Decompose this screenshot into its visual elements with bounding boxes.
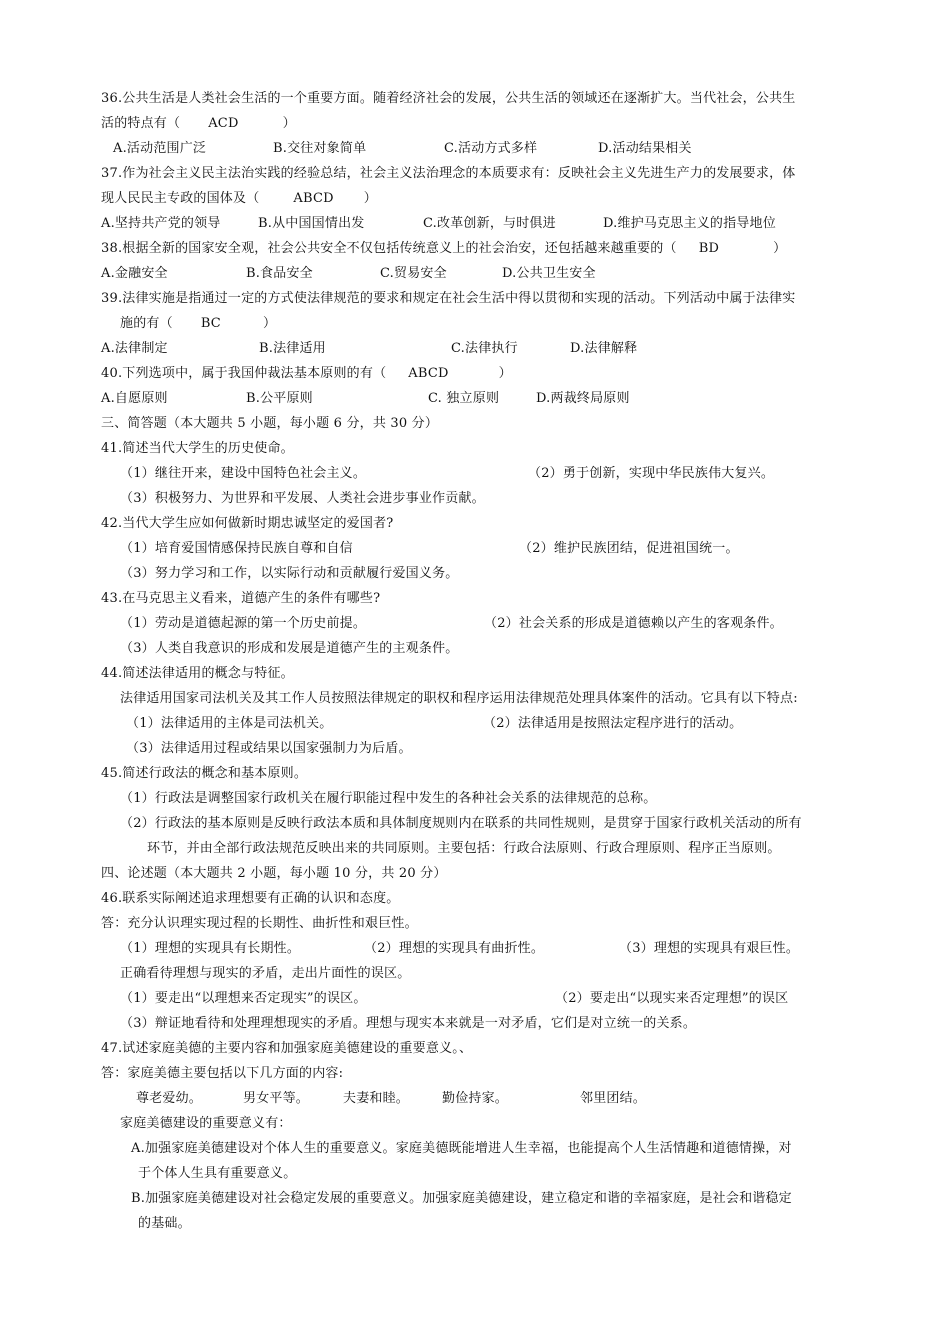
q41-point-2: （2）勇于创新，实现中华民族伟大复兴。 [528, 466, 775, 481]
q39-stem-cont: 施的有（ BC ） [120, 316, 277, 331]
q45-point-2-cont: 环节，并由全部行政法规范反映出来的共同原则。主要包括：行政合法原则、行政合理原则、程序正当原则。 [147, 841, 781, 856]
q43-point-3: （3）人类自我意识的形成和发展是道德产生的主观条件。 [120, 641, 459, 656]
q47-reason-b-cont: 的基础。 [138, 1216, 191, 1231]
q38-stem: 38.根据全新的国家安全观，社会公共安全不仅包括传统意义上的社会治安，还包括越来越重要的（ BD ） [101, 241, 787, 256]
q45-point-2: （2）行政法的基本原则是反映行政法本质和具体制度规则内在联系的共同性规则，是贯穿于国家行政机关活动的所有 [120, 816, 802, 831]
q39-option-b: B.法律适用 [259, 341, 326, 356]
q36-option-d: D.活动结果相关 [598, 141, 692, 156]
q36-option-b: B.交往对象简单 [273, 141, 367, 156]
q44-point-3: （3）法律适用过程或结果以国家强制力为后盾。 [126, 741, 412, 756]
q46-point-6: （3）辩证地看待和处理理想现实的矛盾。理想与现实本来就是一对矛盾，它们是对立统一的关系。 [120, 1016, 697, 1031]
q46-point-5: （2）要走出“以现实来否定理想”的误区 [555, 991, 789, 1006]
q41-title: 41.简述当代大学生的历史使命。 [101, 441, 294, 456]
q39-option-c: C.法律执行 [451, 341, 518, 356]
q47-title: 47.试述家庭美德的主要内容和加强家庭美德建设的重要意义。、 [101, 1041, 473, 1056]
q47-item: 男女平等。 [243, 1091, 310, 1106]
section-heading-short-answer: 三、简答题（本大题共 5 小题，每小题 6 分，共 30 分） [101, 416, 439, 431]
q40-stem: 40.下列选项中，属于我国仲裁法基本原则的有（ ABCD ） [101, 366, 512, 381]
q37-option-d: D.维护马克思主义的指导地位 [603, 216, 776, 231]
q44-intro: 法律适用国家司法机关及其工作人员按照法律规定的职权和程序运用法律规范处理具体案件的活动。它具有以下特点: [120, 691, 798, 706]
q46-answer-intro: 答：充分认识理实现过程的长期性、曲折性和艰巨性。 [101, 916, 418, 931]
q40-option-b: B.公平原则 [246, 391, 313, 406]
q38-option-a: A.金融安全 [101, 266, 168, 281]
q45-title: 45.简述行政法的概念和基本原则。 [101, 766, 308, 781]
q41-point-3: （3）积极努力、为世界和平发展、人类社会进步事业作贡献。 [120, 491, 485, 506]
q46-point-4: （1）要走出“以理想来否定现实”的误区。 [120, 991, 367, 1006]
q40-answer: ABCD [408, 366, 449, 381]
q37-answer: ABCD [293, 191, 334, 206]
q46-point-3: （3）理想的实现具有艰巨性。 [619, 941, 800, 956]
q37-option-a: A.坚持共产党的领导 [101, 216, 221, 231]
q47-answer-second: 家庭美德建设的重要意义有： [120, 1116, 292, 1131]
q38-answer: BD [698, 241, 720, 256]
q47-item: 邻里团结。 [580, 1091, 647, 1106]
q47-item: 夫妻和睦。 [343, 1091, 410, 1106]
q47-item: 尊老爱幼。 [136, 1091, 203, 1106]
q36-stem-cont: 活的特点有（ ACD ） [101, 116, 296, 131]
q46-point-1: （1）理想的实现具有长期性。 [120, 941, 301, 956]
q38-option-b: B.食品安全 [246, 266, 313, 281]
q46-point-2: （2）理想的实现具有曲折性。 [364, 941, 545, 956]
q40-option-c: C. 独立原则 [428, 391, 500, 406]
q44-title: 44.简述法律适用的概念与特征。 [101, 666, 294, 681]
q46-title: 46.联系实际阐述追求理想要有正确的认识和态度。 [101, 891, 400, 906]
q40-option-a: A.自愿原则 [101, 391, 168, 406]
q46-answer-second: 正确看待理想与现实的矛盾，走出片面性的误区。 [120, 966, 411, 981]
q42-title: 42.当代大学生应如何做新时期忠诚坚定的爱国者? [101, 516, 394, 531]
q39-option-a: A.法律制定 [101, 341, 168, 356]
q38-option-c: C.贸易安全 [380, 266, 447, 281]
q44-point-2: （2）法律适用是按照法定程序进行的活动。 [483, 716, 743, 731]
q37-stem: 37.作为社会主义民主法治实践的经验总结，社会主义法治理念的本质要求有：反映社会主义先进生产力的发展要求，体 [101, 166, 796, 181]
q37-stem-cont: 现人民民主专政的国体及（ ABCD ） [101, 191, 377, 206]
q45-point-1: （1）行政法是调整国家行政机关在履行职能过程中发生的各种社会关系的法律规范的总称。 [120, 791, 657, 806]
q42-point-1: （1）培育爱国情感保持民族自尊和自信 [120, 541, 353, 556]
q39-option-d: D.法律解释 [570, 341, 638, 356]
section-heading-essay: 四、论述题（本大题共 2 小题，每小题 10 分，共 20 分） [101, 866, 447, 881]
q40-option-d: D.两裁终局原则 [536, 391, 630, 406]
q47-item: 勤俭持家。 [442, 1091, 509, 1106]
q37-option-c: C.改革创新，与时俱进 [423, 216, 556, 231]
q43-point-2: （2）社会关系的形成是道德赖以产生的客观条件。 [484, 616, 783, 631]
q38-option-d: D.公共卫生安全 [502, 266, 596, 281]
q47-answer-intro: 答：家庭美德主要包括以下几方面的内容: [101, 1066, 344, 1081]
q44-point-1: （1）法律适用的主体是司法机关。 [126, 716, 333, 731]
q36-option-a: A.活动范围广泛 [113, 141, 207, 156]
q41-point-1: （1）继往开来，建设中国特色社会主义。 [120, 466, 367, 481]
q36-answer: ACD [208, 116, 239, 131]
q42-point-2: （2）维护民族团结，促进祖国统一。 [519, 541, 739, 556]
q37-option-b: B.从中国国情出发 [258, 216, 365, 231]
q42-point-3: （3）努力学习和工作，以实际行动和贡献履行爱国义务。 [120, 566, 459, 581]
q47-reason-b: B.加强家庭美德建设对社会稳定发展的重要意义。加强家庭美德建设，建立稳定和谐的幸福家庭，是社会和谐稳定 [131, 1191, 792, 1206]
q36-stem: 36.公共生活是人类社会生活的一个重要方面。随着经济社会的发展，公共生活的领域还在逐渐扩大。当代社会，公共生 [101, 91, 796, 106]
q39-stem: 39.法律实施是指通过一定的方式使法律规范的要求和规定在社会生活中得以贯彻和实现的活动。下列活动中属于法律实 [101, 291, 796, 306]
q47-reason-a: A.加强家庭美德建设对个体人生的重要意义。家庭美德既能增进人生幸福，也能提高个人生活情趣和道德情操，对 [131, 1141, 792, 1156]
q43-title: 43.在马克思主义看来，道德产生的条件有哪些? [101, 591, 381, 606]
q47-reason-a-cont: 于个体人生具有重要意义。 [138, 1166, 297, 1181]
q36-option-c: C.活动方式多样 [444, 141, 538, 156]
q43-point-1: （1）劳动是道德起源的第一个历史前提。 [120, 616, 367, 631]
q39-answer: BC [200, 316, 221, 331]
